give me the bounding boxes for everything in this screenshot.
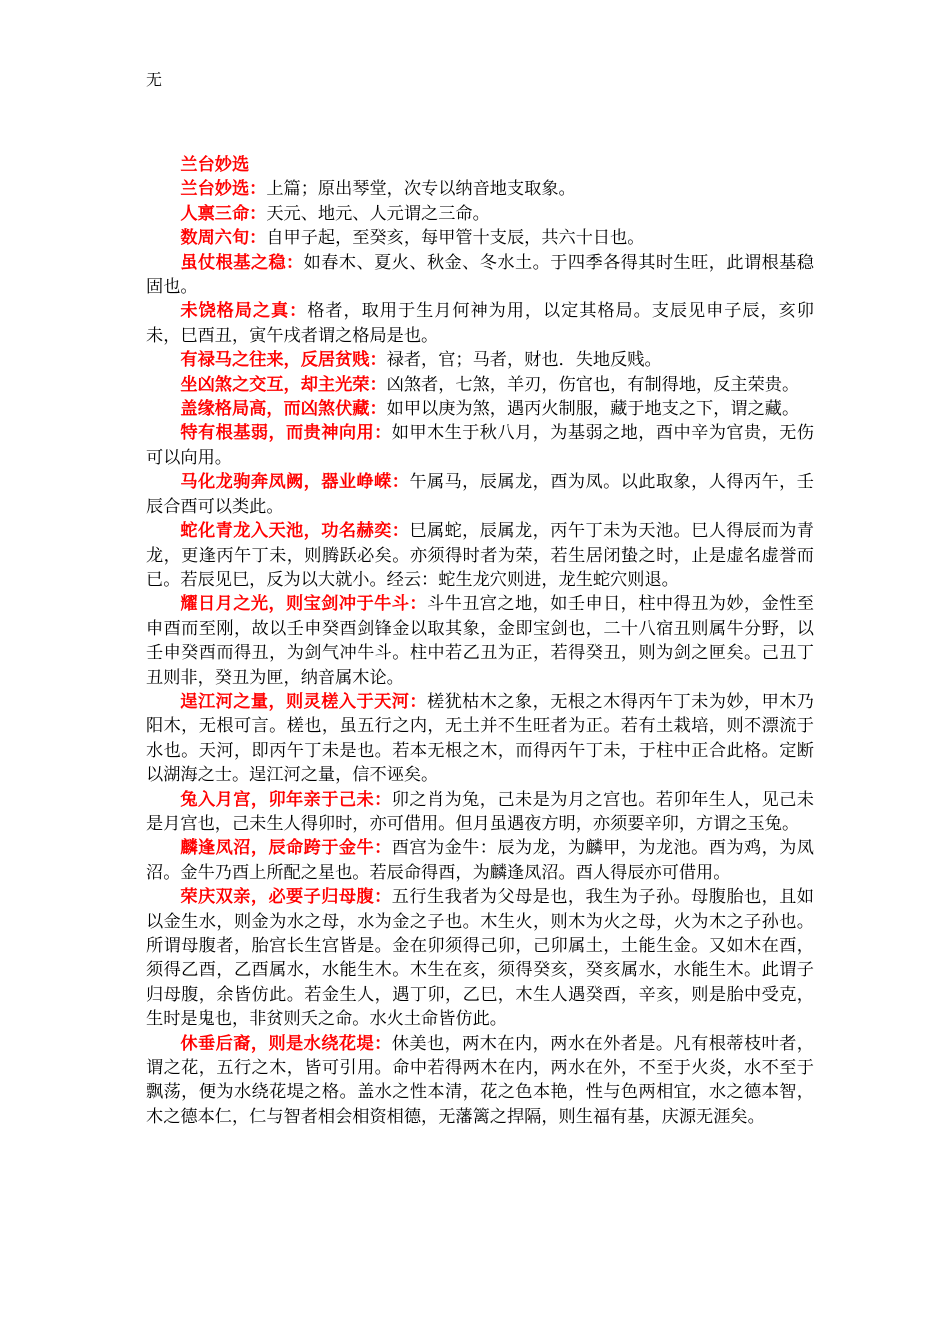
entry-text: 上篇；原出琴堂，次专以纳音地支取象。 bbox=[266, 179, 576, 200]
entry-term: 未饶格局之真： bbox=[180, 301, 308, 322]
entry-text: 格者，取用于生月何神为用，以定其格局。支辰见申子辰，亥卯未，巳酉丑，寅午戌者谓之格局是也。 bbox=[146, 301, 814, 346]
entry-text: 凶煞者，七煞，羊刃，伤官也，有制得地，反主荣贵。 bbox=[386, 374, 800, 395]
entry-paragraph bbox=[146, 885, 814, 1031]
entry-paragraph bbox=[146, 202, 814, 226]
entry-term: 兰台妙选： bbox=[180, 179, 267, 200]
page-header: 无 bbox=[146, 70, 163, 89]
entry-term: 兔入月宫，卯年亲于己未： bbox=[180, 789, 392, 810]
entry-text: 午属马，辰属龙，酉为凤。以此取象，人得丙午，壬辰合酉可以类此。 bbox=[146, 472, 814, 517]
entry-text: 如春木、夏火、秋金、冬水土。于四季各得其时生旺，此谓根基稳固也。 bbox=[146, 252, 814, 298]
entry-paragraph bbox=[146, 519, 814, 592]
entry-term: 坐凶煞之交互，却主光荣： bbox=[180, 374, 387, 395]
entry-paragraph bbox=[146, 299, 814, 348]
entry-term: 特有根基弱，而贵神向用： bbox=[180, 423, 392, 444]
entry-term: 荣庆双亲，必要子归母腹： bbox=[180, 887, 392, 908]
entry-text: 酉宫为金牛：辰为龙，为麟甲，为龙池。酉为鸡，为凤沼。金牛乃酉上所配之星也。若辰命得酉，为麟逢凤沼。酉人得辰亦可借用。 bbox=[146, 838, 814, 883]
entry-paragraph bbox=[146, 1032, 814, 1130]
entry-text: 巳属蛇，辰属龙，丙午丁未为天池。巳人得辰而为青龙，更逢丙午丁未，则腾跃必矣。亦须得时者为荣，若生居闭蛰之时，止是虚名虚誉而已。若辰见巳，反为以大就小。经云：蛇生龙穴则进，龙生蛇穴则退。 bbox=[146, 521, 814, 590]
entry-term: 盖缘格局高，而凶煞伏藏： bbox=[180, 399, 387, 420]
entry-text: 如甲木生于秋八月，为基弱之地，酉中辛为官贵，无伤可以向用。 bbox=[146, 423, 814, 468]
entry-paragraph bbox=[146, 373, 814, 397]
entry-text: 天元、地元、人元谓之三命。 bbox=[266, 203, 490, 224]
entry-term: 蛇化青龙入天池，功名赫奕： bbox=[180, 521, 410, 542]
entry-term: 虽仗根基之稳： bbox=[180, 252, 304, 273]
entry-paragraph bbox=[146, 421, 814, 470]
entry-text: 槎犹枯木之象，无根之木得丙午丁未为妙，甲木乃阳木，无根可言。槎也，虽五行之内，无土并不生旺者为正。若有土栽培，则不漂流于水也。天河，即丙午丁未是也。若本无根之木，而得丙午丁未，于柱中正合此格。定断以湖海之士。逞江河之量，信不诬矣。 bbox=[146, 691, 814, 786]
entry-paragraph bbox=[146, 397, 814, 421]
entry-text: 休美也，两木在内，两水在外者是。凡有根蒂枝叶者，谓之花，五行之木，皆可引用。命中若得两木在内，两水在外，不至于火炎，水不至于飘荡，便为水绕花堤之格。盖水之性本清，花之色本艳，性与色两相宜，水之德本智，木之德本仁，仁与智者相会相资相德，无藩篱之捍隔，则生福有基，庆源无涯矣。 bbox=[146, 1033, 814, 1127]
entry-paragraph bbox=[146, 251, 814, 300]
section-title-paragraph bbox=[146, 153, 814, 177]
entry-text: 五行生我者为父母是也，我生为子孙。母腹胎也，且如以金生水，则金为水之母，水为金之子也。木生火，则木为火之母，火为木之子孙也。所谓母腹者，胎宫长生宫皆是。金在卯须得己卯，己卯属土，土能生金。又如木在酉，须得乙酉，乙酉属水，水能生木。木生在亥，须得癸亥，癸亥属水，水能生木。此谓子归母腹，余皆仿此。若金生人，遇丁卯，乙巳，木生人遇癸酉，辛亥，则是胎中受克，生时是鬼也，非贫则夭之命。水火土命皆仿此。 bbox=[146, 887, 814, 1030]
entry-term: 有禄马之往来，反居贫贱： bbox=[180, 350, 387, 371]
entry-term: 逞江河之量，则灵槎入于天河： bbox=[180, 691, 427, 712]
section-title: 兰台妙选 bbox=[180, 155, 250, 175]
entry-paragraph bbox=[146, 836, 814, 885]
entry-term: 马化龙驹奔凤阙，器业峥嵘： bbox=[180, 472, 410, 493]
entry-paragraph bbox=[146, 592, 814, 690]
entry-paragraph bbox=[146, 690, 814, 788]
entry-term: 耀日月之光，则宝剑冲于牛斗： bbox=[180, 594, 427, 615]
entry-term: 麟逢凤沼，辰命跨于金牛： bbox=[180, 838, 392, 859]
entry-term: 人禀三命： bbox=[180, 203, 267, 224]
entry-term: 数周六旬： bbox=[180, 228, 267, 249]
entry-paragraph bbox=[146, 226, 814, 250]
entry-paragraph bbox=[146, 177, 814, 201]
entry-paragraph bbox=[146, 788, 814, 837]
entry-term: 休垂后裔，则是水绕花堤： bbox=[180, 1033, 392, 1054]
entry-text: 禄者，官；马者，财也．失地反贱。 bbox=[386, 350, 662, 371]
document-body bbox=[146, 153, 814, 1129]
entry-text: 卯之肖为兔，己未是为月之宫也。若卯年生人，见己未是月宫也，己未生人得卯时，亦可借用。但月虽遇夜方明，亦须要辛卯，方谓之玉兔。 bbox=[146, 789, 814, 834]
entry-paragraph bbox=[146, 348, 814, 372]
entry-text: 如甲以庚为煞，遇丙火制服，藏于地支之下，谓之藏。 bbox=[386, 399, 800, 420]
entry-paragraph bbox=[146, 470, 814, 519]
entry-text: 斗牛丑宫之地，如壬申日，柱中得丑为妙，金性至申酉而至刚，故以壬申癸酉剑锋金以取其象，金即宝剑也，二十八宿丑则属牛分野，以壬申癸酉而得丑，为剑气冲牛斗。柱中若乙丑为正，若得癸丑，则为剑之匣矣。己丑丁丑则非，癸丑为匣，纳音属木论。 bbox=[146, 594, 814, 688]
entry-text: 自甲子起，至癸亥，每甲管十支辰，共六十日也。 bbox=[266, 228, 645, 249]
